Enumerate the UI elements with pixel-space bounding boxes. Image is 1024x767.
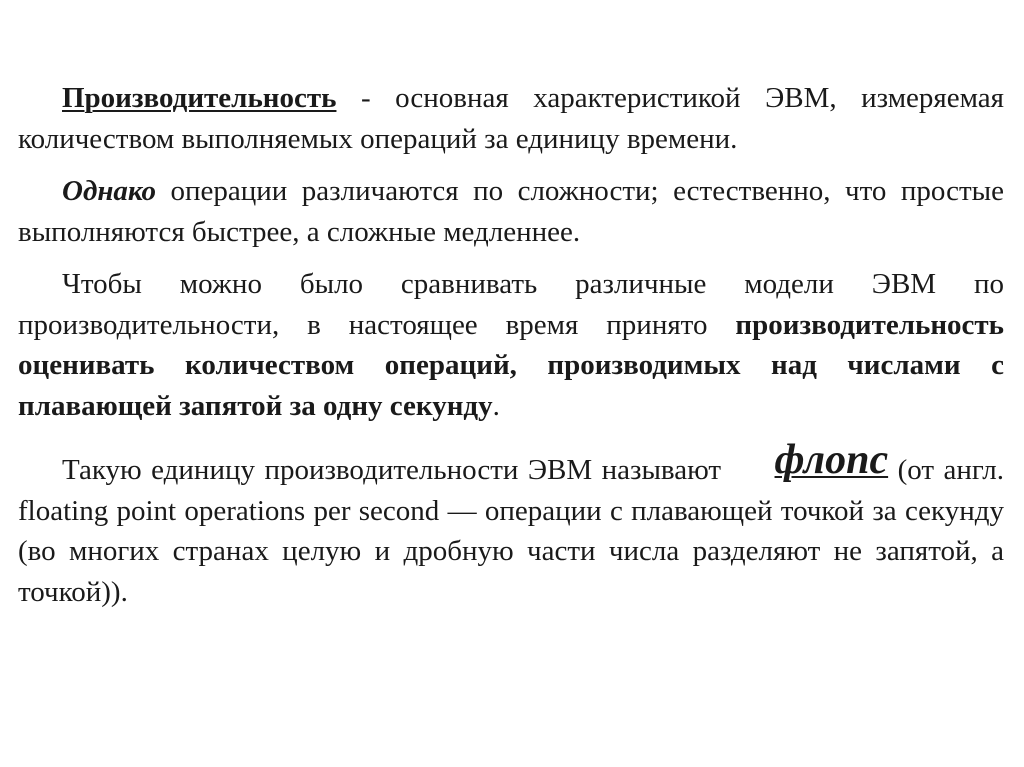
paragraph-definition	[18, 78, 1004, 159]
lead-however: Однако	[62, 175, 157, 207]
paragraph-comparison	[18, 264, 1004, 426]
comparison-text-after: .	[492, 389, 500, 422]
complexity-text: операции различаются по сложности; естественно, что простые выполняются быстрее, а сложные медленнее.	[18, 175, 1004, 248]
definition-text: - основная характеристикой ЭВМ, измеряемая количеством выполняемых операций за единицу времени.	[18, 82, 1004, 155]
paragraph-complexity	[18, 171, 1004, 252]
comparison-bold-text: производительность оценивать количеством операций, производимых над числами с плавающей запятой за одну секунду	[18, 308, 1004, 422]
flops-text-before: Такую единицу производительности ЭВМ называют	[62, 454, 731, 486]
flops-text-after: (от англ. floating point operations per second — операции с плавающей точкой за секунду (во многих странах целую и дробную части числа разделяют не запятой, а точкой)).	[18, 454, 1005, 608]
slide-body	[18, 78, 1004, 612]
term-performance: Производительность	[62, 82, 337, 114]
paragraph-flops	[18, 437, 1005, 612]
comparison-text-before: Чтобы можно было сравнивать различные модели ЭВМ по производительности, в настоящее время принято	[18, 268, 1004, 341]
term-flops: флопс	[774, 437, 889, 483]
